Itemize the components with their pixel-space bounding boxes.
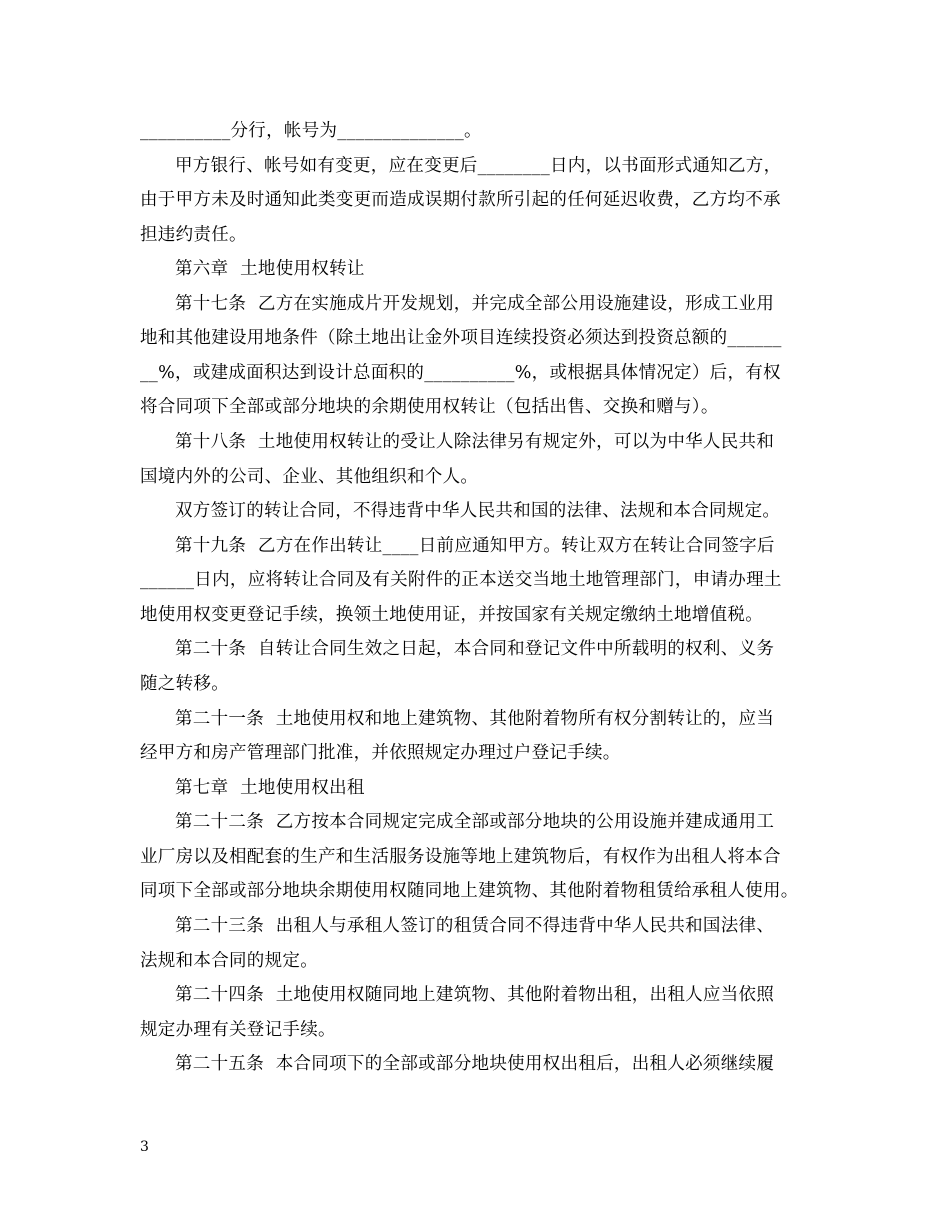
- text-line: 同项下全部或部分地块余期使用权随同地上建筑物、其他附着物租赁给承租人使用。: [140, 881, 799, 901]
- text-line: __________分行，帐号为______________。: [140, 121, 482, 141]
- text-line: 经甲方和房产管理部门批准，并依照规定办理过户登记手续。: [140, 743, 621, 763]
- text-line: 第二十三条 出租人与承租人签订的租赁合同不得违背中华人民共和国法律、: [175, 916, 775, 936]
- text-line: __%，或建成面积达到设计总面积的__________%，或根据具体情况定）后，有权: [140, 363, 781, 383]
- page-number: 3: [140, 1139, 149, 1155]
- text-line: 第二十一条 土地使用权和地上建筑物、其他附着物所有权分割转让的，应当: [175, 709, 775, 729]
- text-line: 将合同项下全部或部分地块的余期使用权转让（包括出售、交换和赠与）。: [140, 397, 719, 417]
- chapter-heading: 第七章 土地使用权出租: [175, 778, 365, 798]
- text-line: 地使用权变更登记手续，换领土地使用证，并按国家有关规定缴纳土地增值税。: [140, 605, 763, 625]
- text-line: 由于甲方未及时通知此类变更而造成误期付款所引起的任何延迟收费，乙方均不承: [140, 190, 781, 210]
- text-line: 国境内外的公司、企业、其他组织和个人。: [140, 467, 479, 487]
- text-line: 地和其他建设用地条件（除土地出让金外项目连续投资必须达到投资总额的______: [140, 328, 782, 348]
- text-line: 第十九条 乙方在作出转让____日前应通知甲方。转让双方在转让合同签字后: [175, 536, 775, 556]
- text-line: 业厂房以及相配套的生产和生活服务设施等地上建筑物后，有权作为出租人将本合: [140, 847, 781, 867]
- text-line: ______日内，应将转让合同及有关附件的正本送交当地土地管理部门，申请办理土: [140, 570, 782, 590]
- text-line: 第二十四条 土地使用权随同地上建筑物、其他附着物出租，出租人应当依照: [175, 985, 775, 1005]
- text-line: 随之转移。: [140, 674, 229, 694]
- text-line: 甲方银行、帐号如有变更，应在变更后________日内，以书面形式通知乙方，: [175, 156, 782, 176]
- text-line: 第二十二条 乙方按本合同规定完成全部或部分地块的公用设施并建成通用工: [175, 812, 775, 832]
- text-line: 第二十条 自转让合同生效之日起，本合同和登记文件中所载明的权利、义务: [175, 639, 775, 659]
- text-line: 第十八条 土地使用权转让的受让人除法律另有规定外，可以为中华人民共和: [175, 432, 775, 452]
- text-line: 规定办理有关登记手续。: [140, 1020, 336, 1040]
- text-line: 担违约责任。: [140, 225, 247, 245]
- text-line: 法规和本合同的规定。: [140, 951, 318, 971]
- text-line: 第二十五条 本合同项下的全部或部分地块使用权出租后，出租人必须继续履: [175, 1054, 775, 1074]
- text-line: 双方签订的转让合同，不得违背中华人民共和国的法律、法规和本合同规定。: [175, 501, 781, 521]
- text-line: 第十七条 乙方在实施成片开发规划，并完成全部公用设施建设，形成工业用: [175, 294, 775, 314]
- chapter-heading: 第六章 土地使用权转让: [175, 259, 365, 279]
